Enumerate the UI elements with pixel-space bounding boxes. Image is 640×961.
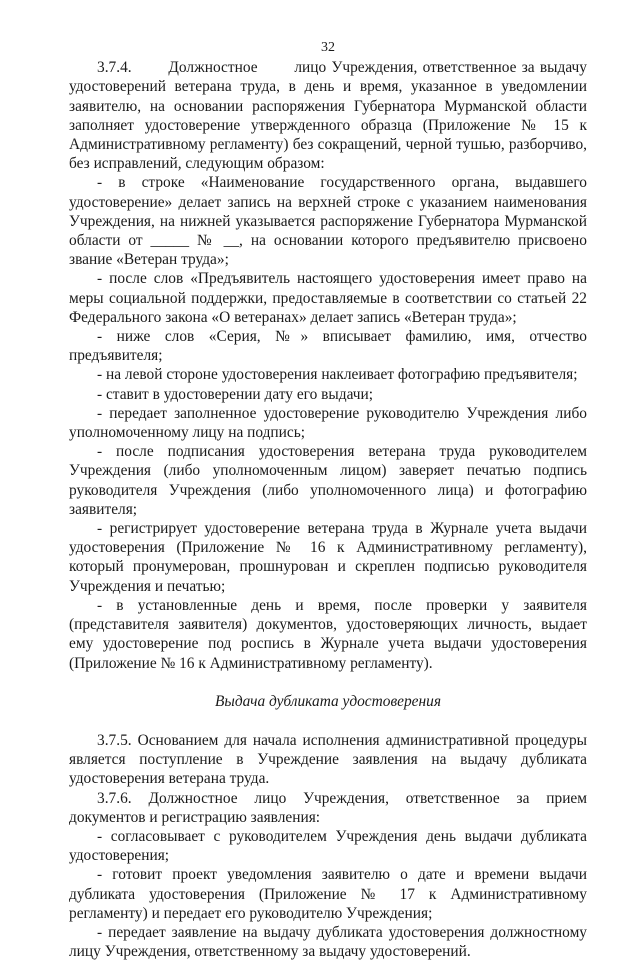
list-item: - после слов «Предъявитель настоящего удостоверения имеет право на меры социальной поддержки, предоставляемые в соответствии со статьей 22 Федерального закона «О ветеранах» делает запись «Ветеран труда»; (69, 270, 587, 326)
list-item: - готовит проект уведомления заявителю о дате и времени выдачи дубликата удостоверения (Приложение № 17 к Административному регламенту) и передает его руководителю Учреждения; (69, 866, 587, 922)
list-item: - передает заполненное удостоверение руководителю Учреждения либо уполномоченному лицу на подпись; (69, 404, 587, 442)
paragraph-3-7-5: 3.7.5. Основанием для начала исполнения административной процедуры является поступление в Учреждение заявления на выдачу дубликата удостоверения ветерана труда. (69, 731, 587, 788)
list-item: - в строке «Наименование государственного органа, выдавшего удостоверение» делает запись на верхней строке с указанием наименования Учреждения, на нижней указывается распоряжение Губернатора Мурманской области от _____ № __, на основании которого предъявителю присвоено звание «Ветеран труда»; (69, 174, 587, 269)
list-item: - регистрирует удостоверение ветерана труда в Журнале учета выдачи удостоверения (Приложение № 16 к Административному регламенту), который пронумерован, прошнурован и скреплен подписью руководителя Учреждения и печатью; (69, 520, 587, 595)
list-item: - согласовывает с руководителем Учреждения день выдачи дубликата удостоверения; (69, 827, 587, 865)
page-number: 32 (321, 40, 335, 55)
section-heading: Выдача дубликата удостоверения (215, 692, 441, 710)
list-item: - ставит в удостоверении дату его выдачи; (97, 385, 374, 403)
list-item: - на левой стороне удостоверения наклеивает фотографию предъявителя; (97, 366, 578, 384)
document-page (69, 38, 587, 961)
list-item: - ниже слов «Серия, №» вписывает фамилию, имя, отчество предъявителя; (69, 328, 587, 365)
list-item: - передает заявление на выдачу дубликата удостоверения должностному лицу Учреждения, ответственному за выдачу удостоверений. (69, 923, 587, 961)
paragraph-3-7-4: 3.7.4. Должностное лицо Учреждения, ответственное за выдачу удостоверений ветерана труда, в день и время, указанное в уведомлении заявителю, на основании распоряжения Губернатора Мурманской области заполняет удостоверение утвержденного образца (Приложение № 15 к Административному регламенту) без сокращений, черной тушью, разборчиво, без исправлений, следующим образом: (69, 59, 587, 173)
list-item: - в установленные день и время, после проверки у заявителя (представителя заявителя) документов, удостоверяющих личность, выдает ему удостоверение под роспись в Журнале учета выдачи удостоверения (Приложение № 16 к Административному регламенту). (69, 596, 587, 672)
list-item: - после подписания удостоверения ветерана труда руководителем Учреждения (либо уполномоченным лицом) заверяет печатью подпись руководителя Учреждения (либо уполномоченного лица) и фотографию заявителя; (69, 443, 587, 518)
paragraph-3-7-6: 3.7.6. Должностное лицо Учреждения, ответственное за прием документов и регистрацию заявления: (69, 789, 587, 826)
